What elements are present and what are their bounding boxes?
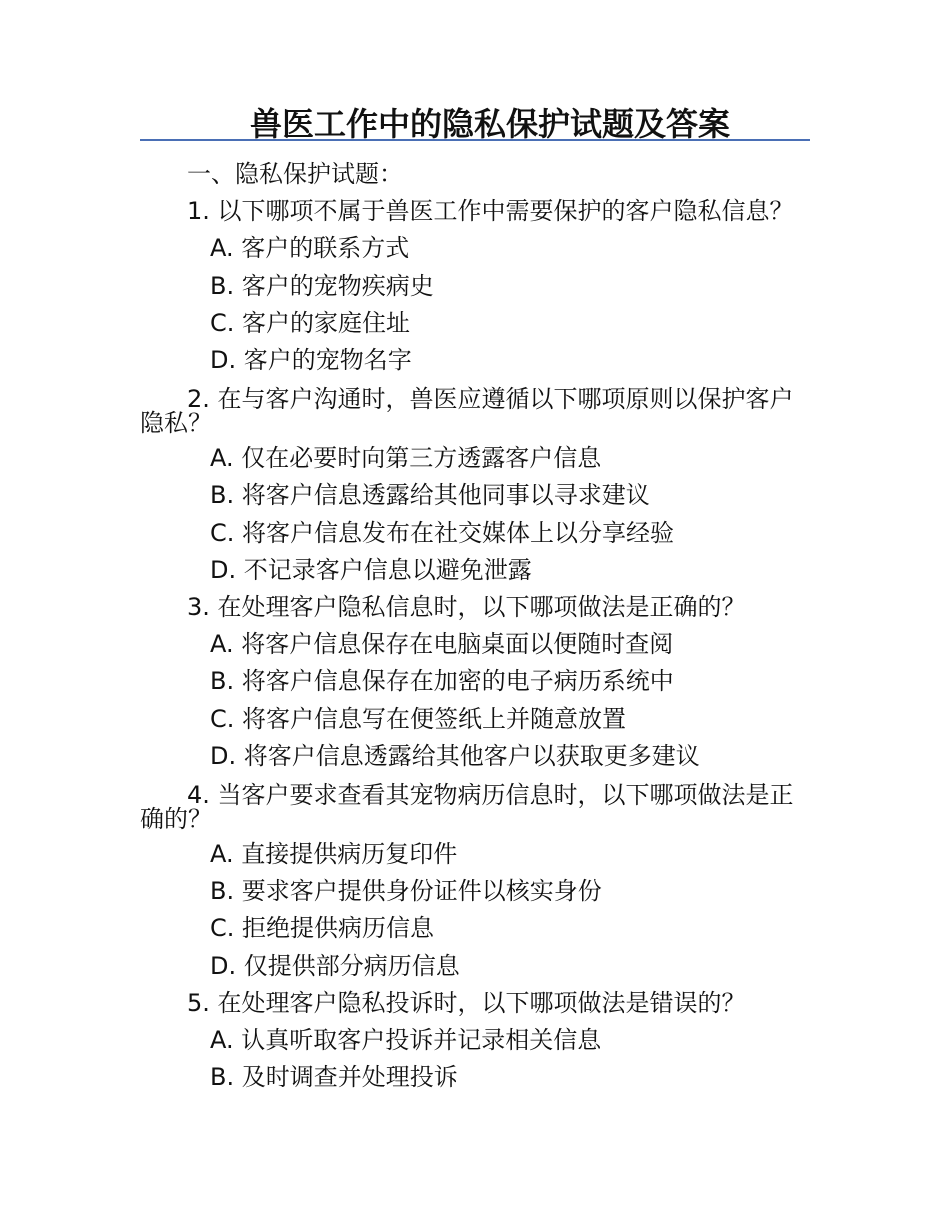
question-2-option-a: A. 仅在必要时向第三方透露客户信息 xyxy=(210,444,602,473)
question-2-option-d: D. 不记录客户信息以避免泄露 xyxy=(210,555,532,584)
question-5-option-a: A. 认真听取客户投诉并记录相关信息 xyxy=(210,1026,602,1055)
title-underline xyxy=(140,139,810,141)
question-5: 5. 在处理客户隐私投诉时，以下哪项做法是错误的？ xyxy=(187,988,746,1017)
question-1-option-c: C. 客户的家庭住址 xyxy=(210,308,411,337)
question-4-option-a: A. 直接提供病历复印件 xyxy=(210,840,458,869)
question-3-option-c: C. 将客户信息写在便签纸上并随意放置 xyxy=(210,704,627,733)
document-body xyxy=(140,156,810,1096)
document-title: 兽医工作中的隐私保护试题及答案 xyxy=(249,105,730,143)
question-3-option-d: D. 将客户信息透露给其他客户以获取更多建议 xyxy=(210,741,700,770)
question-4-option-b: B. 要求客户提供身份证件以核实身份 xyxy=(210,877,602,906)
question-4: 4. 当客户要求查看其宠物病历信息时，以下哪项做法是正确的？ xyxy=(140,781,794,834)
section-heading: 一、隐私保护试题： xyxy=(187,160,403,188)
question-3-option-a: A. 将客户信息保存在电脑桌面以便随时查阅 xyxy=(210,630,674,659)
question-3: 3. 在处理客户隐私信息时，以下哪项做法是正确的？ xyxy=(187,593,746,622)
question-1-option-d: D. 客户的宠物名字 xyxy=(210,346,412,375)
question-5-option-b: B. 及时调查并处理投诉 xyxy=(210,1063,458,1092)
question-3-option-b: B. 将客户信息保存在加密的电子病历系统中 xyxy=(210,667,674,696)
question-4-option-c: C. 拒绝提供病历信息 xyxy=(210,914,435,943)
question-1: 1. 以下哪项不属于兽医工作中需要保护的客户隐私信息？ xyxy=(187,197,794,226)
question-1-option-b: B. 客户的宠物疾病史 xyxy=(210,271,434,300)
question-1-option-a: A. 客户的联系方式 xyxy=(210,234,410,263)
question-4-option-d: D. 仅提供部分病历信息 xyxy=(210,951,460,980)
question-2-option-b: B. 将客户信息透露给其他同事以寻求建议 xyxy=(210,481,650,510)
question-2: 2. 在与客户沟通时，兽医应遵循以下哪项原则以保护客户隐私？ xyxy=(140,385,794,438)
question-2-option-c: C. 将客户信息发布在社交媒体上以分享经验 xyxy=(210,518,675,547)
